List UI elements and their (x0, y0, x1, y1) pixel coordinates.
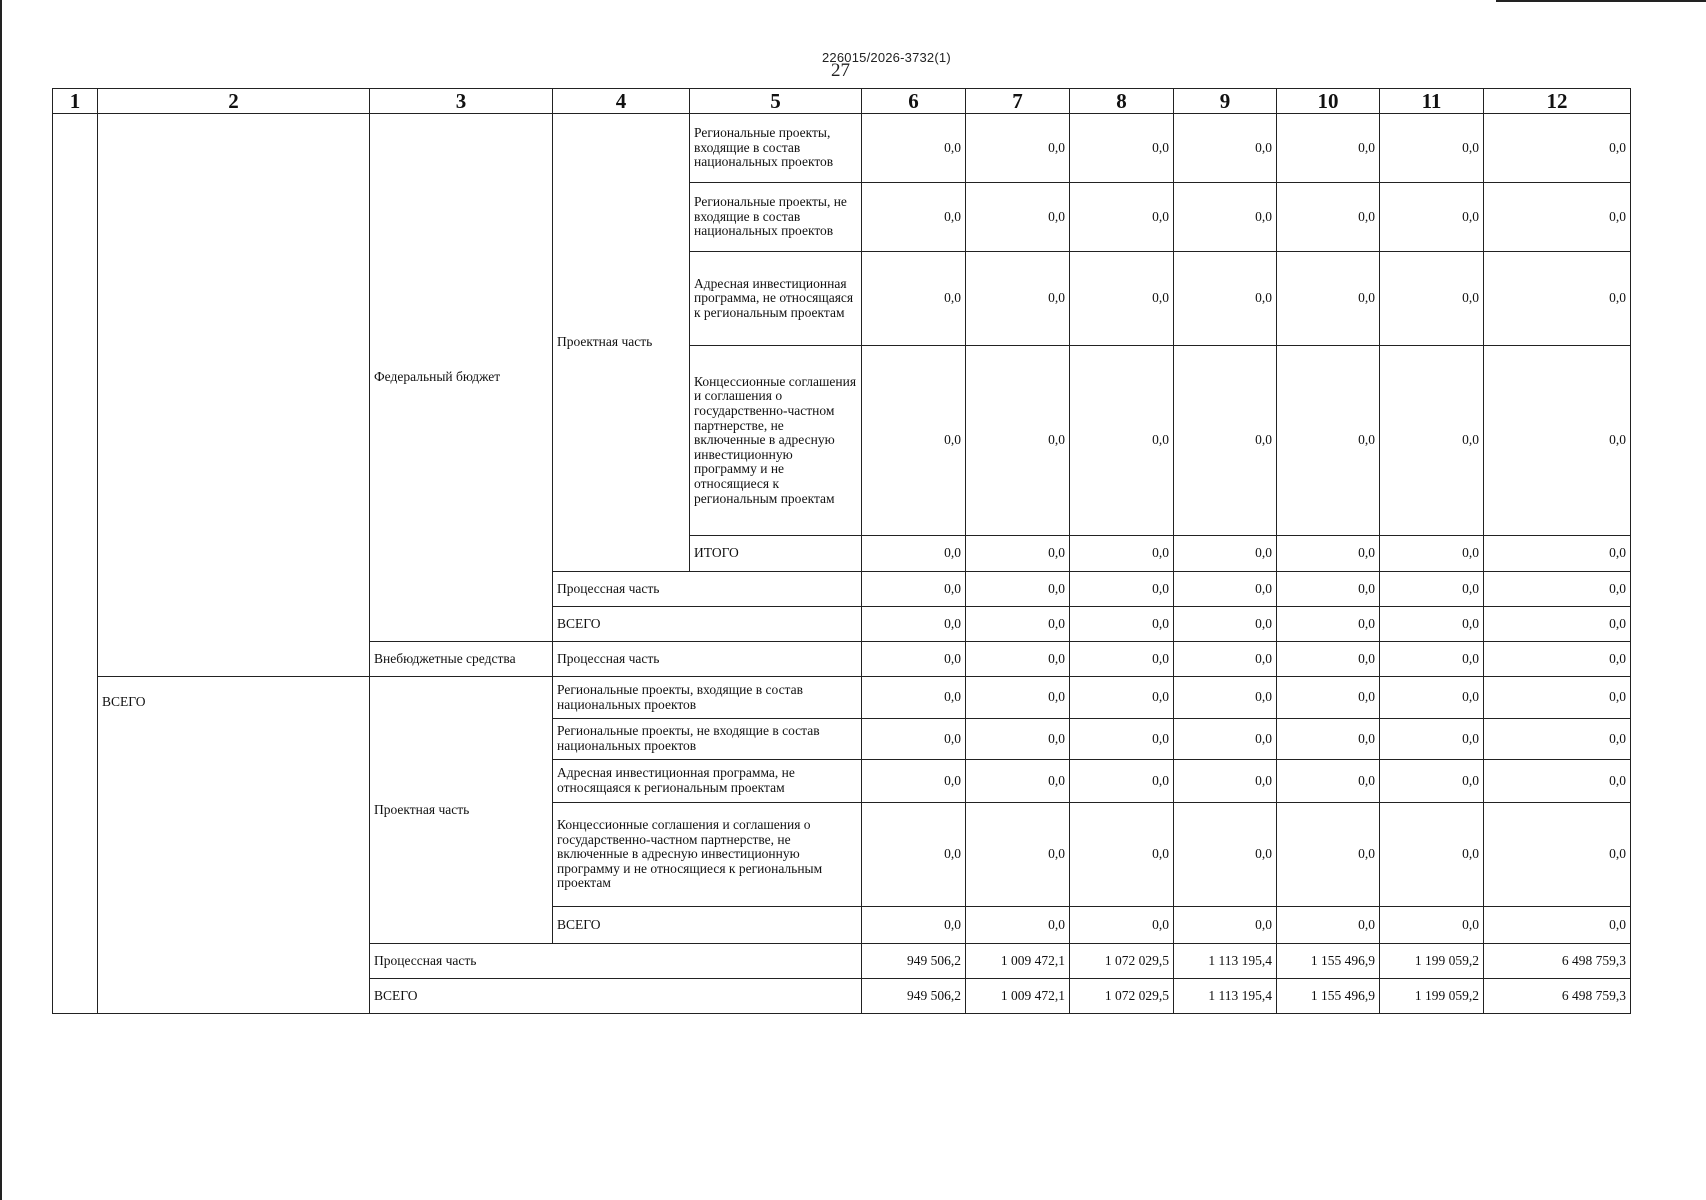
value-cell: 0,0 (1277, 572, 1380, 607)
value-cell: 0,0 (1277, 183, 1380, 252)
row-label-total: ВСЕГО (553, 607, 862, 642)
value-cell: 0,0 (1380, 642, 1484, 677)
value-cell: 0,0 (862, 677, 966, 719)
row-label: Адресная инвестиционная программа, не относящаяся к региональным проектам (690, 252, 862, 346)
row-label: Концессионные соглашения и соглашения о государственно-частном партнерстве, не включенные в адресную инвестиционную программу и не относящиеся к региональным проектам (690, 346, 862, 536)
value-cell: 0,0 (1070, 607, 1174, 642)
page-edge-line (0, 0, 2, 1200)
value-cell: 0,0 (1484, 907, 1631, 944)
document-number: 226015/2026-3732(1) (822, 50, 951, 65)
value-cell: 1 113 195,4 (1174, 944, 1277, 979)
empty-cell (98, 114, 370, 677)
value-cell: 0,0 (1174, 642, 1277, 677)
budget-table (52, 88, 1631, 1014)
value-cell: 0,0 (1070, 536, 1174, 572)
table-row (53, 114, 1631, 183)
value-cell: 0,0 (966, 803, 1070, 907)
value-cell: 0,0 (1380, 252, 1484, 346)
value-cell: 0,0 (1070, 760, 1174, 803)
column-header: 4 (553, 89, 690, 114)
column-header: 2 (98, 89, 370, 114)
value-cell: 0,0 (1484, 760, 1631, 803)
row-label-grand-total: ВСЕГО (370, 979, 862, 1014)
value-cell: 0,0 (1174, 572, 1277, 607)
empty-cell (53, 114, 98, 1014)
value-cell: 0,0 (1070, 719, 1174, 760)
value-cell: 0,0 (1380, 907, 1484, 944)
column-header: 9 (1174, 89, 1277, 114)
section-project-part: Проектная часть (370, 677, 553, 944)
value-cell: 0,0 (1174, 803, 1277, 907)
column-header: 3 (370, 89, 553, 114)
value-cell: 0,0 (1277, 642, 1380, 677)
column-header: 11 (1380, 89, 1484, 114)
value-cell: 0,0 (1070, 572, 1174, 607)
value-cell: 0,0 (1484, 114, 1631, 183)
page-top-line (1496, 0, 1706, 2)
value-cell: 0,0 (966, 907, 1070, 944)
value-cell: 0,0 (1380, 346, 1484, 536)
row-label-itogo: ИТОГО (690, 536, 862, 572)
value-cell: 0,0 (862, 572, 966, 607)
source-federal-budget: Федеральный бюджет (370, 114, 553, 642)
section-project-part: Проектная часть (553, 114, 690, 572)
value-cell: 0,0 (1277, 719, 1380, 760)
value-cell: 0,0 (1174, 907, 1277, 944)
value-cell: 0,0 (862, 607, 966, 642)
column-header: 12 (1484, 89, 1631, 114)
value-cell: 0,0 (1277, 346, 1380, 536)
value-cell: 0,0 (862, 536, 966, 572)
value-cell: 0,0 (862, 907, 966, 944)
value-cell: 949 506,2 (862, 979, 966, 1014)
row-label: Региональные проекты, не входящие в состав национальных проектов (690, 183, 862, 252)
value-cell: 0,0 (1484, 719, 1631, 760)
column-header: 8 (1070, 89, 1174, 114)
value-cell: 0,0 (1484, 572, 1631, 607)
value-cell: 0,0 (862, 760, 966, 803)
group-total-label: ВСЕГО (98, 677, 370, 1014)
row-label: Концессионные соглашения и соглашения о государственно-частном партнерстве, не включенные в адресную инвестиционную программу и не относящиеся к региональным проектам (553, 803, 862, 907)
value-cell: 0,0 (966, 760, 1070, 803)
value-cell: 1 009 472,1 (966, 944, 1070, 979)
value-cell: 0,0 (1174, 607, 1277, 642)
value-cell: 0,0 (966, 719, 1070, 760)
value-cell: 0,0 (966, 346, 1070, 536)
value-cell: 0,0 (1070, 183, 1174, 252)
value-cell: 1 009 472,1 (966, 979, 1070, 1014)
value-cell: 0,0 (1277, 760, 1380, 803)
value-cell: 0,0 (1174, 719, 1277, 760)
value-cell: 0,0 (862, 803, 966, 907)
value-cell: 0,0 (862, 719, 966, 760)
row-label: Региональные проекты, не входящие в состав национальных проектов (553, 719, 862, 760)
value-cell: 0,0 (1070, 642, 1174, 677)
value-cell: 0,0 (1484, 252, 1631, 346)
value-cell: 0,0 (1070, 803, 1174, 907)
value-cell: 0,0 (1070, 346, 1174, 536)
source-extrabudget: Внебюджетные средства (370, 642, 553, 677)
page-number: 27 (831, 60, 850, 81)
value-cell: 0,0 (1277, 907, 1380, 944)
value-cell: 0,0 (1070, 677, 1174, 719)
value-cell: 0,0 (1277, 607, 1380, 642)
value-cell: 1 072 029,5 (1070, 979, 1174, 1014)
value-cell: 0,0 (966, 114, 1070, 183)
column-header: 7 (966, 89, 1070, 114)
row-label-process-part: Процессная часть (553, 642, 862, 677)
column-header: 10 (1277, 89, 1380, 114)
row-label-total: ВСЕГО (553, 907, 862, 944)
column-header: 6 (862, 89, 966, 114)
value-cell: 0,0 (1380, 114, 1484, 183)
value-cell: 0,0 (862, 114, 966, 183)
value-cell: 1 113 195,4 (1174, 979, 1277, 1014)
value-cell: 0,0 (1174, 252, 1277, 346)
value-cell: 0,0 (862, 346, 966, 536)
value-cell: 1 155 496,9 (1277, 979, 1380, 1014)
value-cell: 1 155 496,9 (1277, 944, 1380, 979)
value-cell: 1 072 029,5 (1070, 944, 1174, 979)
value-cell: 0,0 (966, 536, 1070, 572)
value-cell: 6 498 759,3 (1484, 979, 1631, 1014)
value-cell: 0,0 (966, 607, 1070, 642)
value-cell: 0,0 (1380, 572, 1484, 607)
value-cell: 0,0 (1380, 803, 1484, 907)
value-cell: 0,0 (1380, 607, 1484, 642)
value-cell: 0,0 (1484, 183, 1631, 252)
value-cell: 0,0 (862, 642, 966, 677)
value-cell: 0,0 (966, 572, 1070, 607)
row-label: Региональные проекты, входящие в состав национальных проектов (690, 114, 862, 183)
value-cell: 0,0 (862, 183, 966, 252)
value-cell: 0,0 (1484, 677, 1631, 719)
value-cell: 0,0 (1380, 760, 1484, 803)
value-cell: 0,0 (966, 183, 1070, 252)
value-cell: 0,0 (1277, 677, 1380, 719)
value-cell: 0,0 (1484, 803, 1631, 907)
value-cell: 949 506,2 (862, 944, 966, 979)
row-label: Региональные проекты, входящие в состав национальных проектов (553, 677, 862, 719)
value-cell: 0,0 (1070, 252, 1174, 346)
value-cell: 0,0 (1484, 642, 1631, 677)
value-cell: 1 199 059,2 (1380, 944, 1484, 979)
value-cell: 0,0 (966, 677, 1070, 719)
value-cell: 0,0 (1484, 536, 1631, 572)
value-cell: 0,0 (1484, 346, 1631, 536)
value-cell: 0,0 (1277, 803, 1380, 907)
value-cell: 0,0 (1070, 907, 1174, 944)
row-label-process-part: Процессная часть (370, 944, 862, 979)
value-cell: 0,0 (966, 252, 1070, 346)
value-cell: 0,0 (1070, 114, 1174, 183)
row-label-process-part: Процессная часть (553, 572, 862, 607)
value-cell: 0,0 (1484, 607, 1631, 642)
value-cell: 0,0 (1174, 536, 1277, 572)
value-cell: 6 498 759,3 (1484, 944, 1631, 979)
value-cell: 0,0 (1380, 536, 1484, 572)
value-cell: 0,0 (1277, 536, 1380, 572)
column-header: 1 (53, 89, 98, 114)
column-header-row (53, 89, 1631, 114)
value-cell: 0,0 (1174, 114, 1277, 183)
value-cell: 0,0 (1277, 252, 1380, 346)
column-header: 5 (690, 89, 862, 114)
value-cell: 0,0 (1380, 183, 1484, 252)
value-cell: 0,0 (1174, 183, 1277, 252)
value-cell: 0,0 (1174, 346, 1277, 536)
value-cell: 0,0 (1174, 760, 1277, 803)
value-cell: 0,0 (1174, 677, 1277, 719)
value-cell: 0,0 (1380, 719, 1484, 760)
value-cell: 0,0 (1277, 114, 1380, 183)
value-cell: 0,0 (862, 252, 966, 346)
value-cell: 0,0 (1380, 677, 1484, 719)
value-cell: 0,0 (966, 642, 1070, 677)
table-row (53, 677, 1631, 719)
row-label: Адресная инвестиционная программа, не относящаяся к региональным проектам (553, 760, 862, 803)
value-cell: 1 199 059,2 (1380, 979, 1484, 1014)
